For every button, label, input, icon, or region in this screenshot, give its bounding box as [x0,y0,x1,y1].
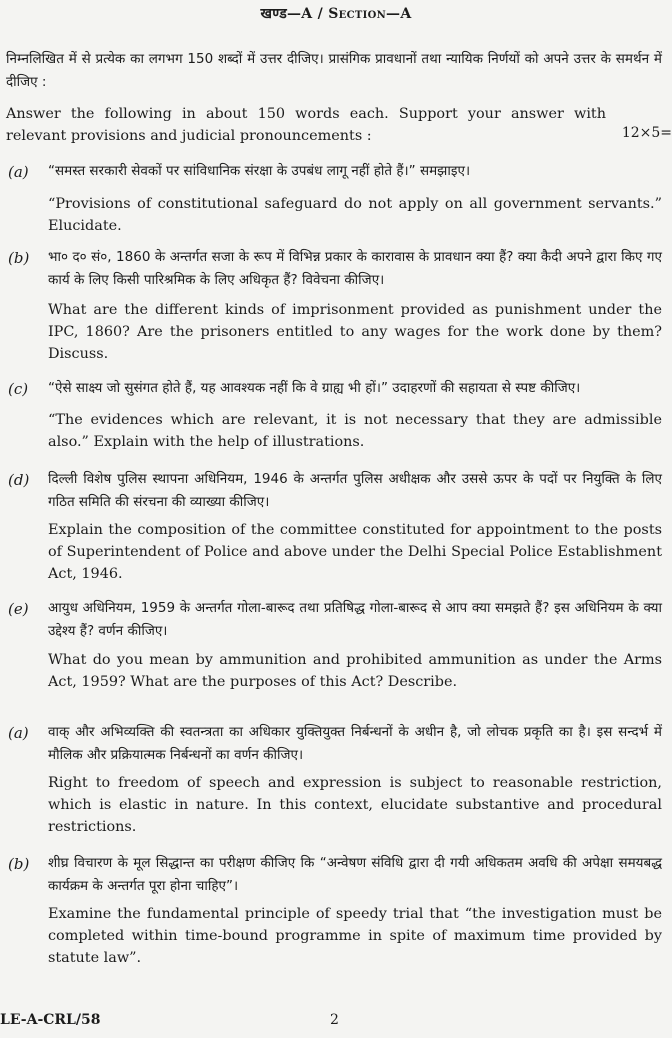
question-english: Examine the fundamental principle of speedy trial that “the investigation must be completed within time-bound programme in spite of maximum time provided by statute law”. [48,906,662,966]
marks-allocation: 12×5= [621,125,672,141]
question-english: Explain the composition of the committee constituted for appointment to the posts of Superintendent of Police and above under the Delhi Special Police Establishment Act, 1946. [48,522,662,582]
question-label: (c) [8,380,29,398]
page-number: 2 [330,1012,339,1028]
question-english: “The evidences which are relevant, it is not necessary that they are admissible also.” Explain with the help of illustrations. [48,412,662,450]
section-separator: / [317,6,324,22]
question-label: (e) [8,600,29,618]
question-hindi: वाक् और अभिव्यक्ति की स्वतन्त्रता का अधिकार युक्तियुक्त निर्बन्धनों के अधीन है, जो लोचक प्रकृति का है। इस सन्दर्भ में मौलिक और प्रक्रियात्मक निर्बन्धनों का वर्णन कीजिए। [48,724,662,763]
question-label: (a) [8,724,29,742]
paper-code: LE-A-CRL/58 [0,1012,101,1028]
question-hindi: शीघ्र विचारण के मूल सिद्धान्त का परीक्षण कीजिए कि “अन्वेषण संविधि द्वारा दी गयी अधिकतम अवधि की अपेक्षा समयबद्ध कार्यक्रम के अन्तर्गत पूरा होना चाहिए”। [48,855,662,894]
question-label: (b) [8,855,30,873]
section-title-english: Section—A [328,6,412,22]
question-hindi: भा० द० सं०, 1860 के अन्तर्गत सजा के रूप में विभिन्न प्रकार के कारावास के प्रावधान क्या हैं? क्या कैदी अपने द्वारा किए गए कार्य के लिए किसी पारिश्रमिक के लिए अधिकृत हैं? विवेचना कीजिए। [48,249,662,288]
question-english: What are the different kinds of imprisonment provided as punishment under the IPC, 1860? Are the prisoners entitled to any wages for the work done by them? Discuss. [48,302,662,362]
section-title-hindi: खण्ड—A [260,6,313,22]
question-hindi: आयुध अधिनियम, 1959 के अन्तर्गत गोला-बारूद तथा प्रतिषिद्ध गोला-बारूद से आप क्या समझते हैं? इस अधिनियम के क्या उद्देश्य हैं? वर्णन कीजिए। [48,600,662,639]
question-label: (d) [8,471,30,489]
question-english: What do you mean by ammunition and prohibited ammunition as under the Arms Act, 1959? What are the purposes of this Act? Describe. [48,652,662,690]
question-hindi: “ऐसे साक्ष्य जो सुसंगत होते हैं, यह आवश्यक नहीं कि वे ग्राह्य भी हों।” उदाहरणों की सहायता से स्पष्ट कीजिए। [48,380,581,396]
question-label: (a) [8,163,29,181]
question-label: (b) [8,249,30,267]
instructions-english: Answer the following in about 150 words each. Support your answer with relevant provisions and judicial pronouncements : [6,106,606,144]
question-hindi: “समस्त सरकारी सेवकों पर सांविधानिक संरक्षा के उपबंध लागू नहीं होते हैं।” समझाइए। [48,163,471,179]
question-english: “Provisions of constitutional safeguard do not apply on all government servants.” Elucidate. [48,196,662,234]
question-english: Right to freedom of speech and expression is subject to reasonable restriction, which is elastic in nature. In this context, elucidate substantive and procedural restrictions. [48,775,662,835]
section-header [0,4,672,23]
instructions-hindi: निम्नलिखित में से प्रत्येक का लगभग 150 शब्दों में उत्तर दीजिए। प्रासंगिक प्रावधानों तथा न्यायिक निर्णयों को अपने उत्तर के समर्थन में दीजिए : [6,51,662,90]
question-hindi: दिल्ली विशेष पुलिस स्थापना अधिनियम, 1946 के अन्तर्गत पुलिस अधीक्षक और उससे ऊपर के पदों पर नियुक्ति के लिए गठित समिति की संरचना की व्याख्या कीजिए। [48,471,662,510]
